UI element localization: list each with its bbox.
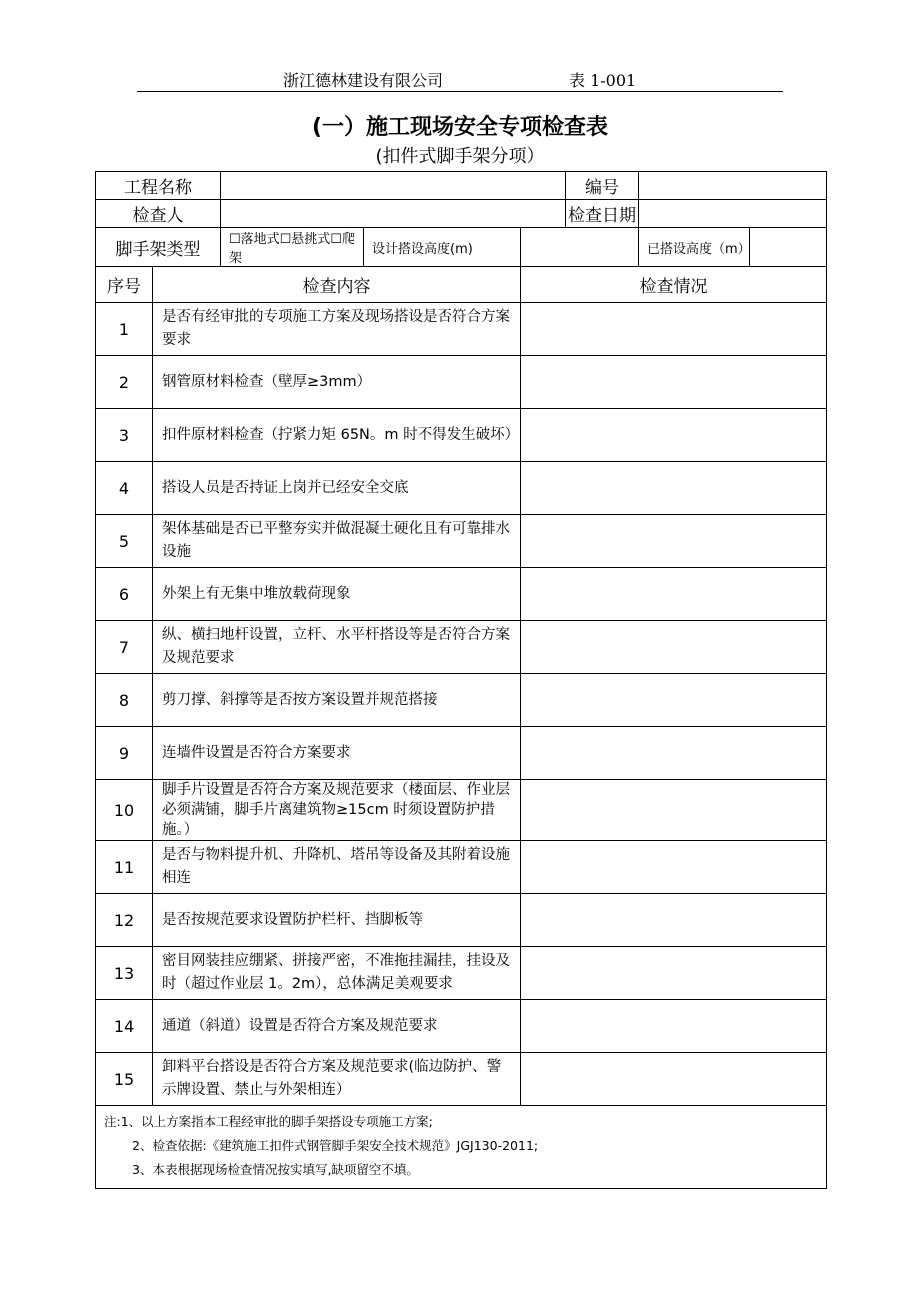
row-content: 脚手片设置是否符合方案及规范要求（楼面层、作业层必须满铺，脚手片离建筑物≥15cm 时须设置防护措施。） <box>153 780 521 841</box>
inspector-label: 检查人 <box>96 200 221 228</box>
row-result[interactable] <box>521 1000 827 1053</box>
number-label-text: 编号 <box>585 178 620 198</box>
company-name: 浙江德林建设有限公司 <box>283 71 444 90</box>
design-height-field[interactable] <box>521 228 639 267</box>
row-content: 是否有经审批的专项施工方案及现场搭设是否符合方案要求 <box>153 303 521 356</box>
inspection-table <box>95 171 827 1189</box>
row-content: 钢管原材料检查（壁厚≥3mm） <box>153 356 521 409</box>
date-field[interactable] <box>639 200 827 228</box>
row-content: 架体基础是否已平整夯实并做混凝土硬化且有可靠排水设施 <box>153 515 521 568</box>
row-number: 13 <box>96 947 153 1000</box>
row-number: 3 <box>96 409 153 462</box>
table-row <box>96 1053 827 1106</box>
row-content: 纵、横扫地杆设置，立杆、水平杆搭设等是否符合方案及规范要求 <box>153 621 521 674</box>
design-height-label: 设计搭设高度(m) <box>364 228 521 267</box>
row-content: 剪刀撑、斜撑等是否按方案设置并规范搭接 <box>153 674 521 727</box>
page-subtitle: (扣件式脚手架分项） <box>375 146 545 167</box>
row-content: 外架上有无集中堆放载荷现象 <box>153 568 521 621</box>
form-number: 表 1-001 <box>569 71 637 90</box>
table-row <box>96 841 827 894</box>
column-content: 检查内容 <box>153 267 521 303</box>
note-3: 3、本表根据现场检查情况按实填写,缺项留空不填。 <box>132 1162 419 1177</box>
project-name-field[interactable] <box>221 172 566 200</box>
row-content: 密目网装挂应绷紧、拼接严密，不准拖挂漏挂，挂设及时（超过作业层 1。2m），总体满足美观要求 <box>153 947 521 1000</box>
notes <box>96 1106 827 1189</box>
scaffold-type-label: 脚手架类型 <box>96 228 221 267</box>
table-row <box>96 947 827 1000</box>
row-number: 8 <box>96 674 153 727</box>
column-result: 检查情况 <box>521 267 827 303</box>
row-content: 连墙件设置是否符合方案要求 <box>153 727 521 780</box>
row-number: 2 <box>96 356 153 409</box>
row-result[interactable] <box>521 674 827 727</box>
table-row <box>96 568 827 621</box>
row-result[interactable] <box>521 894 827 947</box>
row-result[interactable] <box>521 409 827 462</box>
row-content: 搭设人员是否持证上岗并已经安全交底 <box>153 462 521 515</box>
row-content: 是否按规范要求设置防护栏杆、挡脚板等 <box>153 894 521 947</box>
row-result[interactable] <box>521 841 827 894</box>
table-row <box>96 780 827 841</box>
row-number: 11 <box>96 841 153 894</box>
table-row <box>96 409 827 462</box>
row-number: 4 <box>96 462 153 515</box>
row-result[interactable] <box>521 356 827 409</box>
row-content: 是否与物料提升机、升降机、塔吊等设备及其附着设施相连 <box>153 841 521 894</box>
note-2: 2、检查依据:《建筑施工扣件式钢管脚手架安全技术规范》JGJ130-2011; <box>132 1138 539 1153</box>
row-content: 通道（斜道）设置是否符合方案及规范要求 <box>153 1000 521 1053</box>
number-label <box>566 172 639 200</box>
row-result[interactable] <box>521 727 827 780</box>
header-rule <box>137 91 783 92</box>
row-result[interactable] <box>521 621 827 674</box>
table-row <box>96 515 827 568</box>
scaffold-type-options[interactable]: ☐落地式☐悬挑式☐爬架 <box>221 228 364 267</box>
row-number: 10 <box>96 780 153 841</box>
row-content: 卸料平台搭设是否符合方案及规范要求(临边防护、警示牌设置、禁止与外架相连） <box>153 1053 521 1106</box>
note-1: 注:1、以上方案指本工程经审批的脚手架搭设专项施工方案; <box>104 1114 433 1129</box>
row-number: 14 <box>96 1000 153 1053</box>
number-field[interactable] <box>639 172 827 200</box>
table-row <box>96 356 827 409</box>
table-row <box>96 462 827 515</box>
inspector-field[interactable] <box>221 200 566 228</box>
row-result[interactable] <box>521 303 827 356</box>
built-height-field[interactable] <box>750 228 827 267</box>
row-number: 7 <box>96 621 153 674</box>
table-row <box>96 1000 827 1053</box>
row-number: 5 <box>96 515 153 568</box>
row-number: 6 <box>96 568 153 621</box>
page-title: (一）施工现场安全专项检查表 <box>311 115 609 140</box>
table-row <box>96 674 827 727</box>
project-name-label: 工程名称 <box>96 172 221 200</box>
row-result[interactable] <box>521 1053 827 1106</box>
table-row <box>96 894 827 947</box>
row-result[interactable] <box>521 515 827 568</box>
row-number: 12 <box>96 894 153 947</box>
row-number: 15 <box>96 1053 153 1106</box>
row-result[interactable] <box>521 947 827 1000</box>
row-content: 扣件原材料检查（拧紧力矩 65N。m 时不得发生破坏） <box>153 409 521 462</box>
row-result[interactable] <box>521 780 827 841</box>
built-height-label: 已搭设高度（m） <box>639 228 750 267</box>
table-row <box>96 621 827 674</box>
row-result[interactable] <box>521 462 827 515</box>
table-row <box>96 727 827 780</box>
row-result[interactable] <box>521 568 827 621</box>
date-label: 检查日期 <box>566 200 639 228</box>
column-no: 序号 <box>96 267 153 303</box>
table-row <box>96 303 827 356</box>
row-number: 9 <box>96 727 153 780</box>
row-number: 1 <box>96 303 153 356</box>
